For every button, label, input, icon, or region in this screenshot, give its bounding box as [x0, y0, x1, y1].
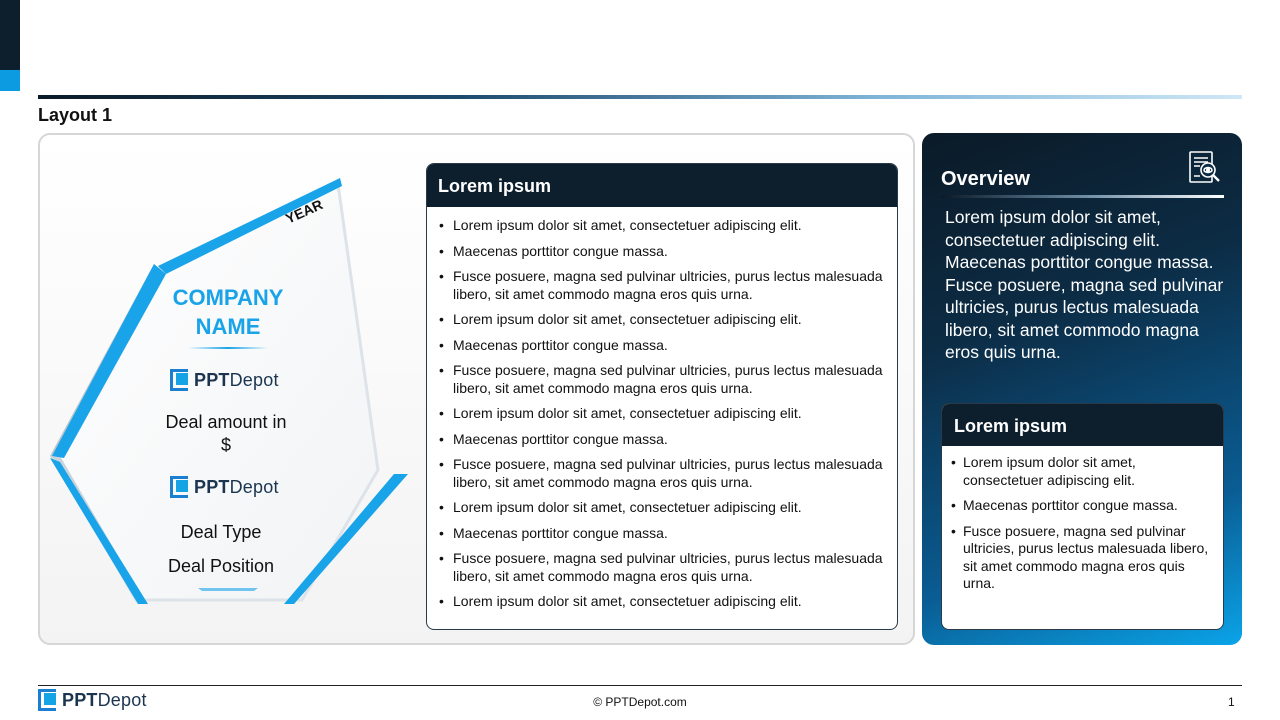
- lorem-ipsum-bullet-list: [427, 207, 897, 611]
- list-item: • Maecenas porttitor congue massa.: [439, 337, 887, 355]
- document-search-icon: [1186, 149, 1224, 187]
- logo-wordmark: PPTDepot: [194, 369, 279, 390]
- title-divider: [38, 95, 1242, 99]
- list-item: • Fusce posuere, magna sed pulvinar ultricies, purus lectus malesuada libero, sit amet commodo magna eros quis urna.: [439, 550, 887, 585]
- lorem-ipsum-panel-title: Lorem ipsum: [427, 164, 897, 207]
- overview-box-title: Lorem ipsum: [942, 404, 1223, 446]
- list-item: • Lorem ipsum dolor sit amet, consectetuer adipiscing elit.: [951, 454, 1215, 489]
- footer-copyright: © PPTDepot.com: [593, 695, 687, 709]
- footer-divider: [38, 685, 1242, 686]
- list-item: • Maecenas porttitor congue massa.: [439, 525, 887, 543]
- corner-accent-blue: [0, 70, 20, 91]
- deal-position-label: Deal Position: [167, 556, 275, 576]
- list-item: • Fusce posuere, magna sed pulvinar ultricies, purus lectus malesuada libero, sit amet commodo magna eros quis urna.: [439, 268, 887, 303]
- footer-logo-wordmark: PPTDepot: [62, 689, 147, 710]
- pptdepot-logo-icon: [170, 476, 190, 498]
- deal-type-label: Deal Type: [180, 522, 262, 542]
- list-item: • Maecenas porttitor congue massa.: [439, 243, 887, 261]
- page-number: 1: [1228, 695, 1235, 709]
- list-item: • Fusce posuere, magna sed pulvinar ultricies, purus lectus malesuada libero, sit amet commodo magna eros quis urna.: [951, 523, 1215, 593]
- pptdepot-logo-secondary: [170, 476, 279, 498]
- list-item: • Maecenas porttitor congue massa.: [439, 431, 887, 449]
- page-title: Layout 1: [38, 105, 113, 125]
- list-item: • Fusce posuere, magna sed pulvinar ultricies, purus lectus malesuada libero, sit amet commodo magna eros quis urna.: [439, 456, 887, 491]
- list-item: • Maecenas porttitor congue massa.: [951, 497, 1215, 515]
- list-item: • Lorem ipsum dolor sit amet, consectetuer adipiscing elit.: [439, 593, 887, 611]
- year-label: YEAR: [283, 196, 326, 227]
- company-name: COMPANY NAME: [172, 285, 284, 339]
- list-item: • Lorem ipsum dolor sit amet, consectetuer adipiscing elit.: [439, 405, 887, 423]
- deal-amount-label: Deal amount in $: [165, 412, 287, 455]
- list-item: • Fusce posuere, magna sed pulvinar ultricies, purus lectus malesuada libero, sit amet commodo magna eros quis urna.: [439, 362, 887, 397]
- overview-box-bullet-list: [942, 446, 1223, 593]
- company-name-divider: [188, 347, 268, 349]
- overview-divider: [941, 195, 1224, 198]
- pptdepot-logo-icon: [170, 369, 190, 391]
- overview-title: Overview: [941, 168, 1030, 190]
- list-item: • Lorem ipsum dolor sit amet, consectetuer adipiscing elit.: [439, 311, 887, 329]
- logo-wordmark: PPTDepot: [194, 476, 279, 497]
- overview-lorem-ipsum-box: [941, 403, 1224, 630]
- list-item: • Lorem ipsum dolor sit amet, consectetuer adipiscing elit.: [439, 217, 887, 235]
- list-item: • Lorem ipsum dolor sit amet, consectetuer adipiscing elit.: [439, 499, 887, 517]
- overview-body-text: Lorem ipsum dolor sit amet, consectetuer adipiscing elit. Maecenas porttitor congue massa. Fusce posuere, magna sed pulvinar ultricies, purus lectus malesuada libero, sit amet commodo magna eros quis urna.: [945, 207, 1224, 362]
- corner-accent-dark: [0, 0, 20, 70]
- overview-panel: [922, 133, 1242, 645]
- pptdepot-logo: [170, 369, 279, 391]
- lorem-ipsum-panel: [426, 163, 898, 630]
